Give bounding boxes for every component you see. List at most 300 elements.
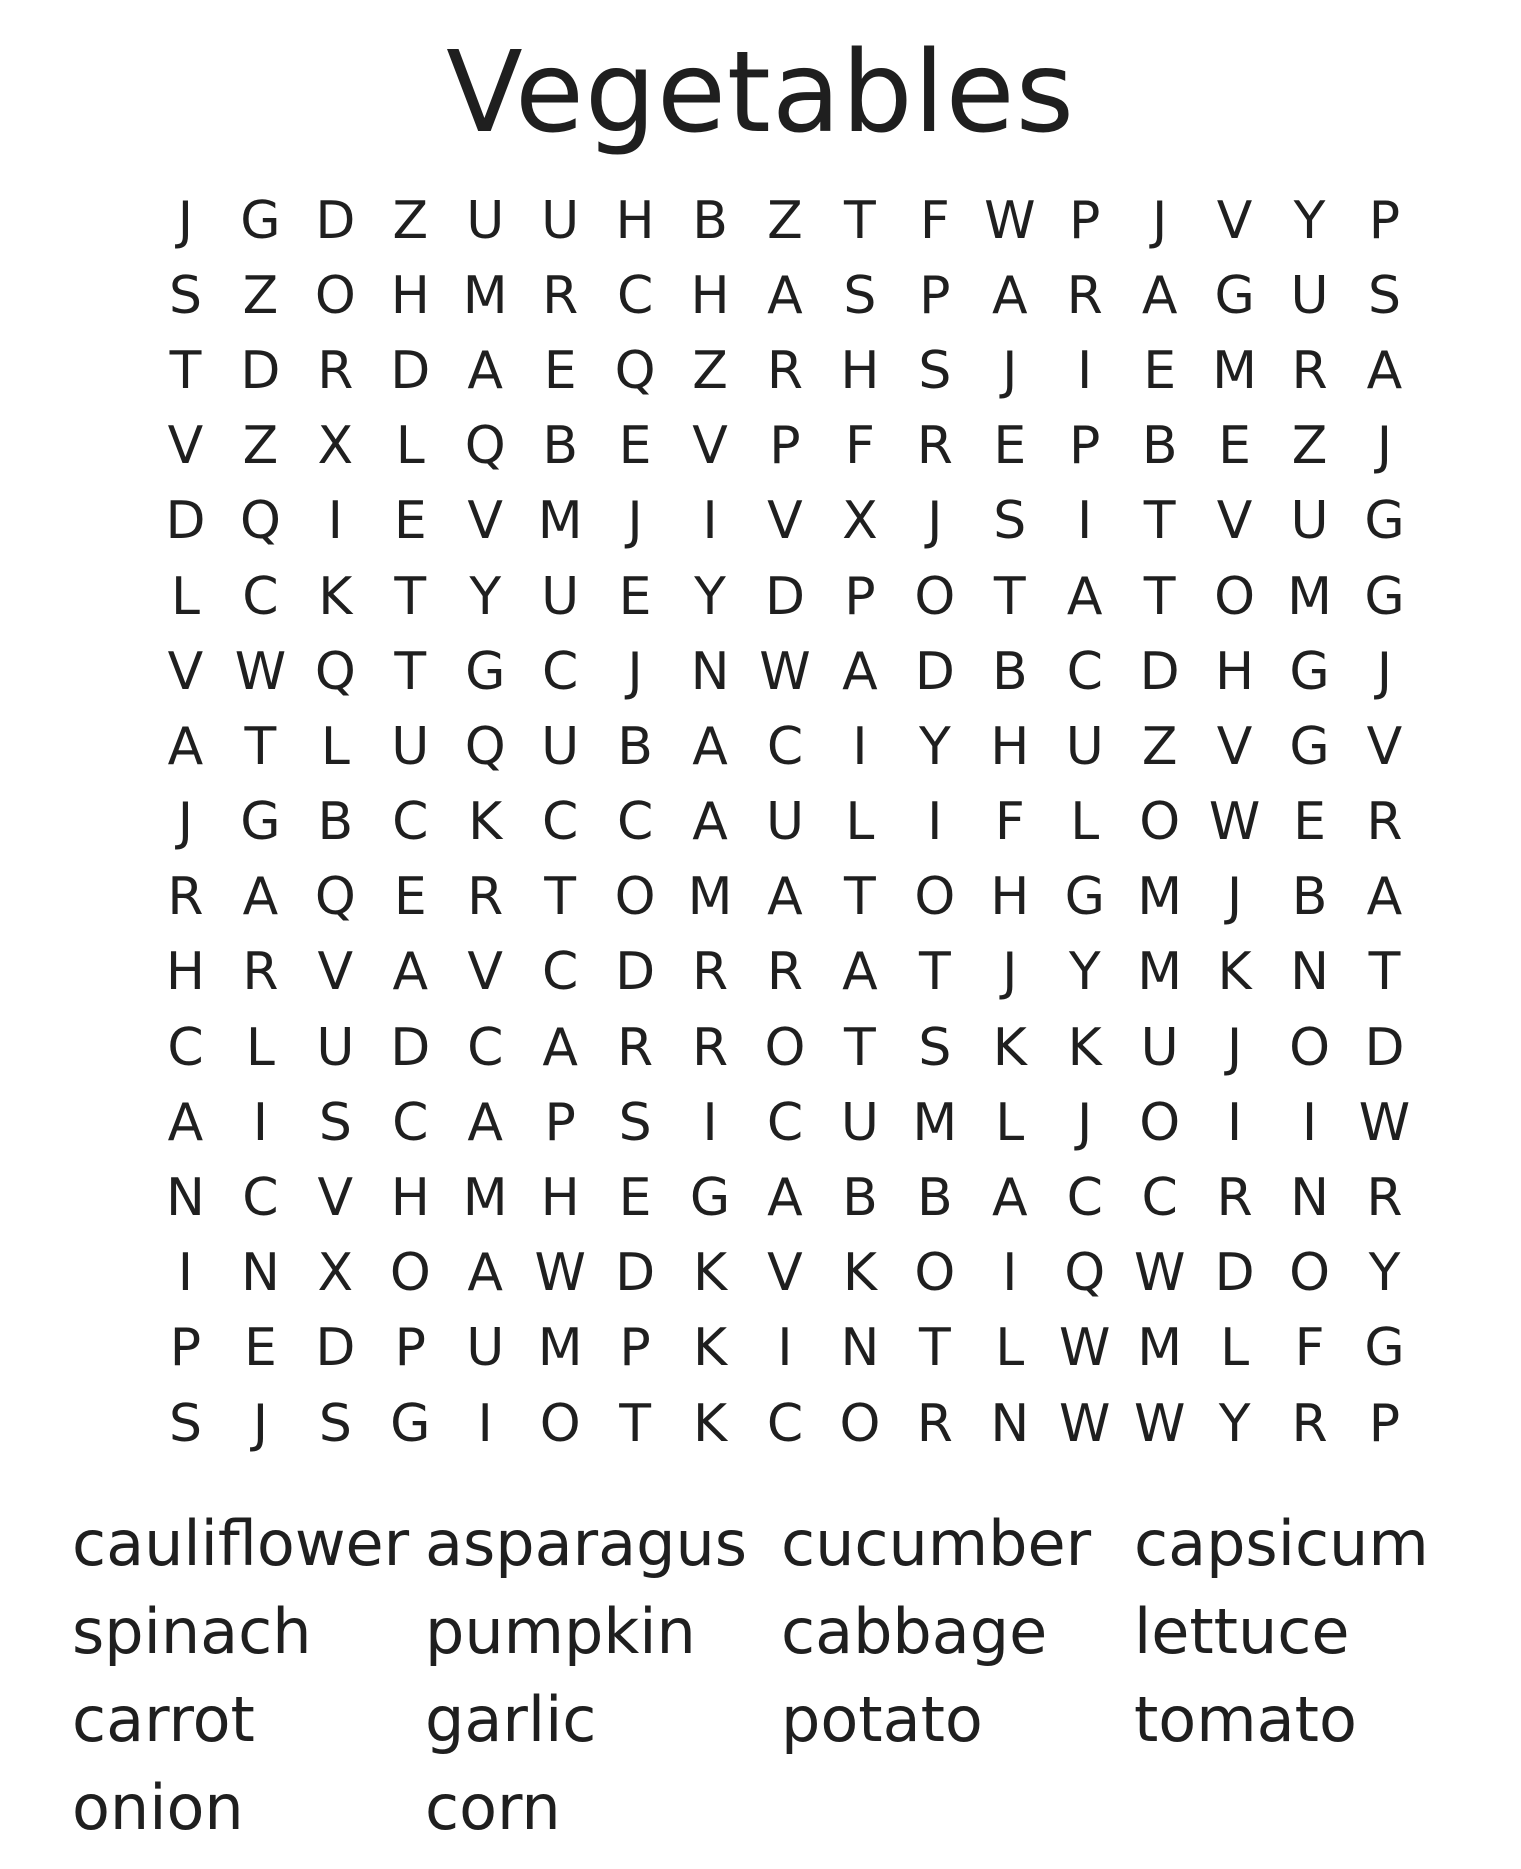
- grid-letter[interactable]: B: [317, 792, 354, 853]
- grid-letter[interactable]: A: [767, 265, 803, 326]
- grid-letter[interactable]: G: [240, 190, 281, 251]
- grid-letter[interactable]: N: [166, 1168, 205, 1229]
- grid-letter[interactable]: T: [394, 641, 427, 702]
- grid-letter[interactable]: V: [467, 942, 503, 1003]
- grid-letter[interactable]: E: [618, 1168, 652, 1229]
- grid-letter[interactable]: U: [316, 1017, 355, 1078]
- grid-letter[interactable]: A: [467, 340, 503, 401]
- grid-letter[interactable]: L: [245, 1017, 275, 1078]
- grid-letter[interactable]: S: [318, 1092, 352, 1153]
- grid-letter[interactable]: U: [840, 1092, 879, 1153]
- grid-letter[interactable]: W: [1358, 1092, 1411, 1153]
- puzzle-title: Vegetables: [446, 28, 1075, 158]
- grid-letter[interactable]: R: [317, 340, 354, 401]
- grid-letter[interactable]: M: [462, 1168, 508, 1229]
- grid-letter[interactable]: O: [1289, 1017, 1330, 1078]
- grid-letter[interactable]: J: [1226, 867, 1243, 928]
- grid-letter[interactable]: X: [317, 1243, 354, 1304]
- word-list-item: asparagus: [425, 1507, 748, 1580]
- grid-letter[interactable]: V: [467, 491, 503, 552]
- grid-letter[interactable]: S: [918, 340, 952, 401]
- grid-letter[interactable]: V: [1216, 190, 1253, 251]
- word-list-item: cauliflower: [72, 1507, 410, 1580]
- grid-letter[interactable]: T: [918, 942, 951, 1003]
- grid-letter[interactable]: C: [616, 792, 654, 853]
- grid-letter[interactable]: T: [394, 566, 427, 627]
- grid-letter[interactable]: U: [466, 190, 505, 251]
- grid-letter[interactable]: D: [1364, 1017, 1405, 1078]
- grid-letter[interactable]: C: [542, 942, 579, 1003]
- grid-letter[interactable]: L: [995, 1092, 1025, 1153]
- grid-letter[interactable]: L: [170, 566, 200, 627]
- grid-letter[interactable]: J: [627, 491, 643, 552]
- grid-letter[interactable]: H: [840, 340, 880, 401]
- grid-letter[interactable]: C: [242, 566, 279, 627]
- grid-letter[interactable]: P: [919, 265, 951, 326]
- grid-letter[interactable]: K: [1067, 1017, 1102, 1078]
- grid-letter[interactable]: Y: [469, 566, 502, 627]
- grid-letter[interactable]: Z: [242, 416, 279, 477]
- grid-letter[interactable]: J: [177, 190, 194, 251]
- grid-letter[interactable]: O: [764, 1017, 806, 1078]
- grid-letter[interactable]: R: [1066, 265, 1103, 326]
- grid-letter[interactable]: P: [1069, 190, 1101, 251]
- grid-letter[interactable]: I: [327, 491, 344, 552]
- grid-letter[interactable]: I: [252, 1092, 269, 1153]
- grid-letter[interactable]: L: [1070, 792, 1100, 853]
- grid-letter[interactable]: Y: [694, 566, 726, 627]
- grid-letter[interactable]: A: [692, 716, 728, 777]
- grid-letter[interactable]: C: [542, 792, 579, 853]
- grid-letter[interactable]: G: [465, 641, 506, 702]
- grid-letter[interactable]: U: [541, 716, 580, 777]
- grid-letter[interactable]: T: [1143, 491, 1176, 552]
- grid-letter[interactable]: A: [392, 942, 429, 1003]
- grid-letter[interactable]: Y: [918, 716, 951, 777]
- grid-letter[interactable]: K: [1217, 942, 1252, 1003]
- grid-letter[interactable]: R: [1216, 1168, 1253, 1229]
- grid-letter[interactable]: U: [765, 792, 804, 853]
- grid-letter[interactable]: C: [542, 641, 579, 702]
- grid-letter[interactable]: E: [393, 491, 427, 552]
- grid-letter[interactable]: T: [544, 867, 577, 928]
- grid-letter[interactable]: Q: [239, 491, 281, 552]
- grid-letter[interactable]: E: [543, 340, 577, 401]
- grid-letter[interactable]: D: [390, 340, 431, 401]
- grid-letter[interactable]: U: [391, 716, 430, 777]
- grid-letter[interactable]: R: [467, 867, 504, 928]
- grid-letter[interactable]: Z: [692, 340, 728, 401]
- grid-letter[interactable]: J: [1226, 1017, 1243, 1078]
- grid-letter[interactable]: P: [1368, 190, 1401, 251]
- grid-letter[interactable]: N: [840, 1318, 880, 1379]
- grid-letter[interactable]: R: [916, 1393, 953, 1454]
- grid-letter[interactable]: E: [1218, 416, 1252, 477]
- grid-letter[interactable]: D: [240, 340, 281, 401]
- grid-letter[interactable]: J: [1151, 190, 1168, 251]
- grid-letter[interactable]: K: [468, 792, 503, 853]
- grid-letter[interactable]: R: [766, 340, 804, 401]
- grid-letter[interactable]: C: [392, 792, 429, 853]
- grid-letter[interactable]: C: [392, 1092, 429, 1153]
- grid-letter[interactable]: V: [1366, 716, 1403, 777]
- grid-letter[interactable]: D: [1214, 1243, 1255, 1304]
- grid-letter[interactable]: C: [242, 1168, 279, 1229]
- grid-letter[interactable]: K: [992, 1017, 1027, 1078]
- word-list-item: pumpkin: [425, 1595, 696, 1668]
- grid-letter[interactable]: J: [1376, 416, 1393, 477]
- grid-letter[interactable]: C: [766, 716, 804, 777]
- letter-grid: [148, 183, 1422, 1461]
- grid-letter[interactable]: Y: [1068, 942, 1101, 1003]
- grid-letter[interactable]: G: [1364, 566, 1405, 627]
- grid-letter[interactable]: O: [914, 566, 956, 627]
- grid-letter[interactable]: Q: [314, 867, 356, 928]
- grid-letter[interactable]: U: [541, 190, 580, 251]
- word-list-item: lettuce: [1134, 1595, 1350, 1668]
- grid-letter[interactable]: P: [394, 1318, 426, 1379]
- grid-letter[interactable]: P: [544, 1092, 576, 1153]
- grid-letter[interactable]: A: [1366, 867, 1403, 928]
- grid-letter[interactable]: N: [990, 1393, 1030, 1454]
- grid-letter[interactable]: N: [1290, 942, 1329, 1003]
- grid-letter[interactable]: L: [395, 416, 425, 477]
- grid-letter[interactable]: O: [614, 867, 656, 928]
- grid-letter[interactable]: D: [914, 641, 955, 702]
- grid-letter[interactable]: U: [1140, 1017, 1179, 1078]
- grid-letter[interactable]: K: [692, 1393, 728, 1454]
- grid-letter[interactable]: D: [315, 1318, 356, 1379]
- grid-letter[interactable]: Q: [314, 641, 356, 702]
- grid-letter[interactable]: N: [1290, 1168, 1329, 1229]
- grid-letter[interactable]: F: [919, 190, 950, 251]
- grid-letter[interactable]: B: [692, 190, 728, 251]
- grid-letter[interactable]: E: [993, 416, 1027, 477]
- grid-letter[interactable]: I: [702, 491, 718, 552]
- grid-letter[interactable]: I: [1226, 1092, 1243, 1153]
- grid-letter[interactable]: D: [764, 566, 805, 627]
- grid-letter[interactable]: C: [616, 265, 654, 326]
- grid-letter[interactable]: U: [541, 566, 580, 627]
- grid-letter[interactable]: B: [542, 416, 578, 477]
- grid-letter[interactable]: T: [844, 1017, 876, 1078]
- grid-letter[interactable]: S: [993, 491, 1027, 552]
- grid-letter[interactable]: J: [927, 491, 943, 552]
- grid-letter[interactable]: H: [390, 1168, 430, 1229]
- grid-letter[interactable]: V: [767, 1243, 803, 1304]
- grid-letter[interactable]: C: [467, 1017, 504, 1078]
- grid-letter[interactable]: K: [842, 1243, 877, 1304]
- grid-letter[interactable]: R: [1291, 340, 1328, 401]
- grid-letter[interactable]: U: [1290, 491, 1329, 552]
- grid-letter[interactable]: Q: [614, 340, 656, 401]
- grid-letter[interactable]: V: [692, 416, 728, 477]
- grid-letter[interactable]: O: [1214, 566, 1256, 627]
- grid-letter[interactable]: I: [852, 716, 868, 777]
- grid-letter[interactable]: I: [702, 1092, 718, 1153]
- grid-letter[interactable]: R: [691, 1017, 729, 1078]
- word-list-item: carrot: [72, 1683, 255, 1756]
- grid-letter[interactable]: G: [1289, 716, 1330, 777]
- grid-letter[interactable]: H: [690, 265, 730, 326]
- grid-letter[interactable]: O: [539, 1393, 581, 1454]
- grid-letter[interactable]: K: [692, 1243, 728, 1304]
- word-list-item: cucumber: [781, 1507, 1092, 1580]
- grid-letter[interactable]: J: [252, 1393, 269, 1454]
- grid-letter[interactable]: S: [618, 1092, 652, 1153]
- grid-letter[interactable]: V: [1216, 491, 1253, 552]
- grid-letter[interactable]: V: [167, 641, 204, 702]
- grid-letter[interactable]: Y: [1293, 190, 1326, 251]
- grid-letter[interactable]: A: [991, 1168, 1028, 1229]
- grid-letter[interactable]: S: [1367, 265, 1401, 326]
- grid-letter[interactable]: R: [542, 265, 579, 326]
- grid-letter[interactable]: U: [1065, 716, 1104, 777]
- grid-letter[interactable]: Q: [464, 416, 506, 477]
- grid-letter[interactable]: T: [844, 867, 876, 928]
- grid-letter[interactable]: E: [618, 566, 652, 627]
- grid-letter[interactable]: A: [467, 1243, 503, 1304]
- grid-letter[interactable]: H: [990, 716, 1030, 777]
- grid-letter[interactable]: E: [618, 416, 652, 477]
- grid-letter[interactable]: O: [314, 265, 356, 326]
- grid-letter[interactable]: R: [691, 942, 729, 1003]
- grid-letter[interactable]: I: [1077, 340, 1093, 401]
- grid-letter[interactable]: A: [767, 867, 803, 928]
- grid-letter[interactable]: T: [244, 716, 277, 777]
- grid-letter[interactable]: G: [1064, 867, 1105, 928]
- grid-letter[interactable]: L: [995, 1318, 1025, 1379]
- grid-letter[interactable]: M: [1137, 942, 1183, 1003]
- grid-letter[interactable]: G: [1364, 1318, 1405, 1379]
- grid-letter[interactable]: J: [1077, 1092, 1093, 1153]
- grid-letter[interactable]: W: [1059, 1393, 1111, 1454]
- grid-letter[interactable]: J: [1002, 942, 1018, 1003]
- grid-letter[interactable]: P: [1368, 1393, 1401, 1454]
- grid-letter[interactable]: I: [477, 1393, 493, 1454]
- grid-letter[interactable]: K: [692, 1318, 728, 1379]
- grid-letter[interactable]: T: [918, 1318, 951, 1379]
- grid-letter[interactable]: R: [1366, 792, 1403, 853]
- grid-letter[interactable]: M: [1212, 340, 1258, 401]
- grid-letter[interactable]: W: [1208, 792, 1261, 853]
- grid-letter[interactable]: G: [240, 792, 281, 853]
- grid-letter[interactable]: C: [766, 1393, 804, 1454]
- grid-letter[interactable]: P: [844, 566, 876, 627]
- grid-letter[interactable]: C: [1141, 1168, 1178, 1229]
- grid-letter[interactable]: T: [169, 340, 202, 401]
- grid-letter[interactable]: M: [912, 1092, 958, 1153]
- grid-letter[interactable]: A: [842, 942, 878, 1003]
- grid-letter[interactable]: Q: [1064, 1243, 1106, 1304]
- grid-letter[interactable]: Z: [1291, 416, 1328, 477]
- grid-letter[interactable]: P: [619, 1318, 651, 1379]
- grid-letter[interactable]: A: [767, 1168, 803, 1229]
- grid-letter[interactable]: Y: [1368, 1243, 1401, 1304]
- grid-letter[interactable]: W: [1133, 1243, 1186, 1304]
- grid-letter[interactable]: A: [991, 265, 1028, 326]
- grid-letter[interactable]: J: [1002, 340, 1018, 401]
- grid-letter[interactable]: M: [1287, 566, 1332, 627]
- grid-letter[interactable]: H: [1215, 641, 1255, 702]
- grid-letter[interactable]: W: [534, 1243, 586, 1304]
- grid-letter[interactable]: B: [1141, 416, 1178, 477]
- grid-letter[interactable]: S: [843, 265, 877, 326]
- grid-letter[interactable]: S: [168, 265, 202, 326]
- grid-letter[interactable]: X: [842, 491, 878, 552]
- grid-letter[interactable]: W: [759, 641, 811, 702]
- grid-letter[interactable]: O: [1289, 1243, 1330, 1304]
- grid-letter[interactable]: G: [1364, 491, 1405, 552]
- grid-letter[interactable]: Z: [242, 265, 279, 326]
- grid-letter[interactable]: U: [466, 1318, 505, 1379]
- grid-letter[interactable]: O: [914, 867, 956, 928]
- grid-letter[interactable]: V: [317, 1168, 354, 1229]
- grid-letter[interactable]: S: [168, 1393, 202, 1454]
- grid-letter[interactable]: N: [690, 641, 730, 702]
- grid-letter[interactable]: O: [1139, 1092, 1181, 1153]
- grid-letter[interactable]: W: [1133, 1393, 1186, 1454]
- word-list: [72, 1500, 1492, 1852]
- grid-letter[interactable]: B: [917, 1168, 953, 1229]
- grid-letter[interactable]: A: [1066, 566, 1103, 627]
- grid-letter[interactable]: C: [167, 1017, 204, 1078]
- grid-letter[interactable]: F: [1294, 1318, 1325, 1379]
- grid-letter[interactable]: B: [1291, 867, 1328, 928]
- grid-letter[interactable]: I: [1301, 1092, 1318, 1153]
- grid-letter[interactable]: M: [462, 265, 508, 326]
- grid-letter[interactable]: O: [389, 1243, 431, 1304]
- grid-letter[interactable]: S: [318, 1393, 352, 1454]
- grid-letter[interactable]: S: [918, 1017, 952, 1078]
- grid-letter[interactable]: T: [1368, 942, 1401, 1003]
- grid-letter[interactable]: V: [1216, 716, 1253, 777]
- grid-letter[interactable]: A: [467, 1092, 503, 1153]
- grid-letter[interactable]: C: [1066, 641, 1103, 702]
- grid-letter[interactable]: E: [243, 1318, 277, 1379]
- grid-letter[interactable]: H: [165, 942, 206, 1003]
- grid-letter[interactable]: G: [689, 1168, 731, 1229]
- grid-letter[interactable]: P: [1069, 416, 1101, 477]
- grid-letter[interactable]: R: [1291, 1393, 1328, 1454]
- grid-letter[interactable]: B: [842, 1168, 878, 1229]
- grid-letter[interactable]: D: [315, 190, 356, 251]
- grid-letter[interactable]: Y: [1218, 1393, 1251, 1454]
- grid-letter[interactable]: C: [1066, 1168, 1103, 1229]
- grid-letter[interactable]: X: [317, 416, 354, 477]
- grid-letter[interactable]: H: [990, 867, 1030, 928]
- grid-letter[interactable]: O: [914, 1243, 956, 1304]
- grid-letter[interactable]: Q: [464, 716, 506, 777]
- grid-letter[interactable]: P: [169, 1318, 202, 1379]
- grid-letter[interactable]: M: [537, 491, 583, 552]
- grid-letter[interactable]: H: [615, 190, 655, 251]
- grid-letter[interactable]: B: [991, 641, 1028, 702]
- grid-letter[interactable]: D: [1139, 641, 1180, 702]
- grid-letter[interactable]: R: [916, 416, 953, 477]
- grid-letter[interactable]: U: [1290, 265, 1329, 326]
- grid-letter[interactable]: L: [845, 792, 875, 853]
- grid-letter[interactable]: E: [393, 867, 427, 928]
- grid-letter[interactable]: W: [984, 190, 1036, 251]
- grid-letter[interactable]: M: [537, 1318, 583, 1379]
- grid-letter[interactable]: K: [318, 566, 353, 627]
- grid-letter[interactable]: V: [767, 491, 803, 552]
- grid-letter[interactable]: R: [242, 942, 279, 1003]
- grid-letter[interactable]: R: [617, 1017, 654, 1078]
- grid-letter[interactable]: B: [617, 716, 653, 777]
- grid-letter[interactable]: L: [320, 716, 350, 777]
- grid-letter[interactable]: A: [167, 716, 204, 777]
- grid-letter[interactable]: P: [769, 416, 801, 477]
- grid-letter[interactable]: J: [1376, 641, 1393, 702]
- grid-letter[interactable]: A: [1366, 340, 1403, 401]
- grid-letter[interactable]: A: [692, 792, 728, 853]
- grid-letter[interactable]: F: [994, 792, 1025, 853]
- grid-letter[interactable]: F: [844, 416, 875, 477]
- grid-letter[interactable]: I: [177, 1243, 194, 1304]
- grid-letter[interactable]: O: [1139, 792, 1181, 853]
- grid-letter[interactable]: W: [234, 641, 287, 702]
- grid-letter[interactable]: N: [240, 1243, 280, 1304]
- grid-letter[interactable]: M: [687, 867, 733, 928]
- grid-letter[interactable]: A: [242, 867, 279, 928]
- grid-letter[interactable]: V: [317, 942, 354, 1003]
- grid-letter[interactable]: O: [839, 1393, 881, 1454]
- grid-letter[interactable]: V: [167, 416, 204, 477]
- grid-letter[interactable]: T: [993, 566, 1026, 627]
- grid-letter[interactable]: I: [1077, 491, 1093, 552]
- grid-letter[interactable]: D: [615, 1243, 656, 1304]
- grid-letter[interactable]: C: [766, 1092, 804, 1153]
- grid-letter[interactable]: H: [540, 1168, 580, 1229]
- grid-letter[interactable]: A: [842, 641, 878, 702]
- grid-letter[interactable]: Z: [392, 190, 429, 251]
- grid-letter[interactable]: J: [177, 792, 194, 853]
- grid-letter[interactable]: T: [1143, 566, 1176, 627]
- grid-letter[interactable]: E: [1143, 340, 1177, 401]
- grid-letter[interactable]: T: [619, 1393, 651, 1454]
- grid-letter[interactable]: Z: [1141, 716, 1178, 777]
- grid-letter[interactable]: H: [390, 265, 430, 326]
- grid-letter[interactable]: I: [927, 792, 943, 853]
- grid-letter[interactable]: A: [1141, 265, 1178, 326]
- grid-letter[interactable]: I: [777, 1318, 793, 1379]
- grid-letter[interactable]: E: [1293, 792, 1326, 853]
- grid-letter[interactable]: W: [1059, 1318, 1111, 1379]
- grid-letter[interactable]: M: [1137, 1318, 1183, 1379]
- grid-letter[interactable]: T: [844, 190, 876, 251]
- grid-letter[interactable]: D: [615, 942, 656, 1003]
- grid-letter[interactable]: J: [627, 641, 643, 702]
- grid-letter[interactable]: A: [542, 1017, 578, 1078]
- grid-letter[interactable]: G: [390, 1393, 431, 1454]
- grid-letter[interactable]: D: [390, 1017, 431, 1078]
- grid-letter[interactable]: R: [766, 942, 804, 1003]
- grid-letter[interactable]: A: [167, 1092, 204, 1153]
- grid-letter[interactable]: D: [165, 491, 206, 552]
- grid-letter[interactable]: G: [1214, 265, 1255, 326]
- word-list-item: cabbage: [781, 1595, 1048, 1668]
- grid-letter[interactable]: M: [1137, 867, 1183, 928]
- grid-letter[interactable]: G: [1289, 641, 1330, 702]
- grid-letter[interactable]: L: [1220, 1318, 1250, 1379]
- grid-letter[interactable]: R: [1366, 1168, 1403, 1229]
- word-list-item: potato: [781, 1683, 983, 1756]
- grid-letter[interactable]: I: [1002, 1243, 1018, 1304]
- grid-letter[interactable]: R: [167, 867, 204, 928]
- grid-letter[interactable]: Z: [767, 190, 803, 251]
